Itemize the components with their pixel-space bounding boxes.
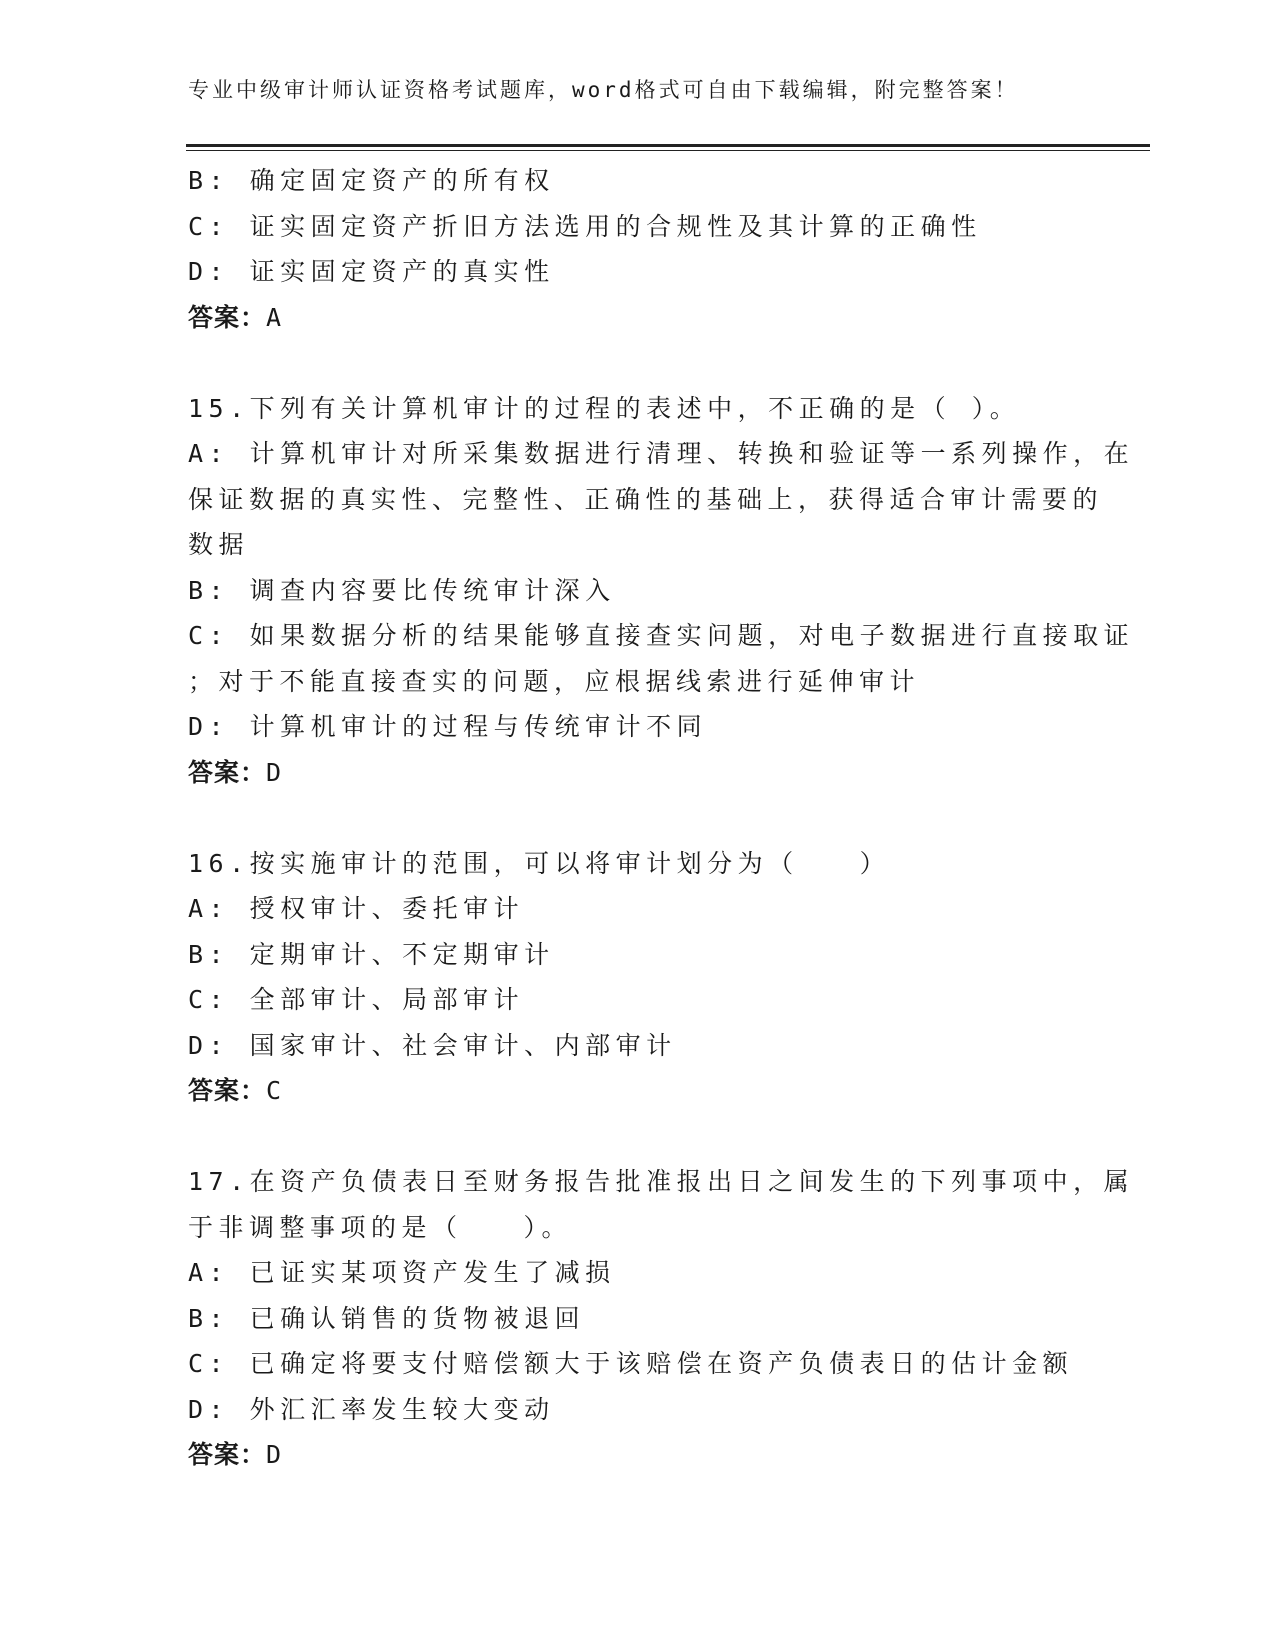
question-14	[188, 158, 1088, 340]
option-c: C: 已确定将要支付赔偿额大于该赔偿在资产负债表日的估计金额	[188, 1349, 1074, 1378]
answer-line	[188, 295, 1088, 341]
answer-value: A	[266, 302, 283, 332]
option-a: A: 已证实某项资产发生了减损	[188, 1258, 616, 1287]
option-c: C: 全部审计、局部审计	[188, 985, 525, 1014]
option-b: B: 定期审计、不定期审计	[188, 939, 555, 969]
question-list	[188, 158, 1135, 1478]
question-stem: 15.下列有关计算机审计的过程的表述中，不正确的是（ ）。	[188, 393, 1021, 423]
option-a-line-1: A: 计算机审计对所采集数据进行清理、转换和验证等一系列操作，在	[188, 439, 1135, 468]
option-d: D: 证实固定资产的真实性	[188, 257, 555, 286]
option-d: D: 外汇汇率发生较大变动	[188, 1394, 555, 1424]
question-stem: 16.按实施审计的范围，可以将审计划分为（ ）	[188, 848, 891, 878]
answer-label: 答案：	[188, 1440, 267, 1469]
header-rule-thin	[186, 150, 1150, 151]
answer-line	[188, 1432, 1088, 1478]
question-16	[188, 841, 1088, 1114]
option-d: D: 国家审计、社会审计、内部审计	[188, 1030, 677, 1060]
question-17	[188, 1159, 1135, 1478]
option-c-line-1: C: 如果数据分析的结果能够直接查实问题，对电子数据进行直接取证	[188, 621, 1135, 650]
spacer	[188, 1114, 1088, 1160]
spacer	[188, 340, 1088, 386]
spacer	[188, 795, 1088, 841]
option-b: B: 确定固定资产的所有权	[188, 166, 555, 195]
option-b: B: 已确认销售的货物被退回	[188, 1303, 586, 1333]
answer-line	[188, 750, 1088, 796]
answer-label: 答案：	[188, 1076, 267, 1105]
answer-value: D	[266, 757, 283, 787]
option-d: D: 计算机审计的过程与传统审计不同	[188, 712, 708, 741]
option-a-line-2: 保证数据的真实性、完整性、正确性的基础上，获得适合审计需要的	[188, 484, 1104, 514]
answer-value: C	[266, 1076, 283, 1105]
answer-line	[188, 1068, 1088, 1114]
option-c: C: 证实固定资产折旧方法选用的合规性及其计算的正确性	[188, 211, 982, 241]
option-b: B: 调查内容要比传统审计深入	[188, 575, 616, 605]
option-c-line-2: ；对于不能直接查实的问题，应根据线索进行延伸审计	[188, 666, 921, 696]
question-stem-line-1: 17.在资产负债表日至财务报告批准报出日之间发生的下列事项中，属	[188, 1167, 1135, 1196]
question-stem-line-2: 于非调整事项的是（ ）。	[188, 1212, 573, 1242]
header-rule-thick	[186, 144, 1150, 147]
question-15	[188, 386, 1135, 796]
answer-label: 答案：	[188, 302, 267, 332]
option-a-line-3: 数据	[188, 530, 250, 559]
answer-value: D	[266, 1440, 283, 1469]
document-header: 专业中级审计师认证资格考试题库，word格式可自由下载编辑，附完整答案！	[188, 78, 1019, 102]
answer-label: 答案：	[188, 757, 267, 787]
option-a: A: 授权审计、委托审计	[188, 894, 525, 923]
